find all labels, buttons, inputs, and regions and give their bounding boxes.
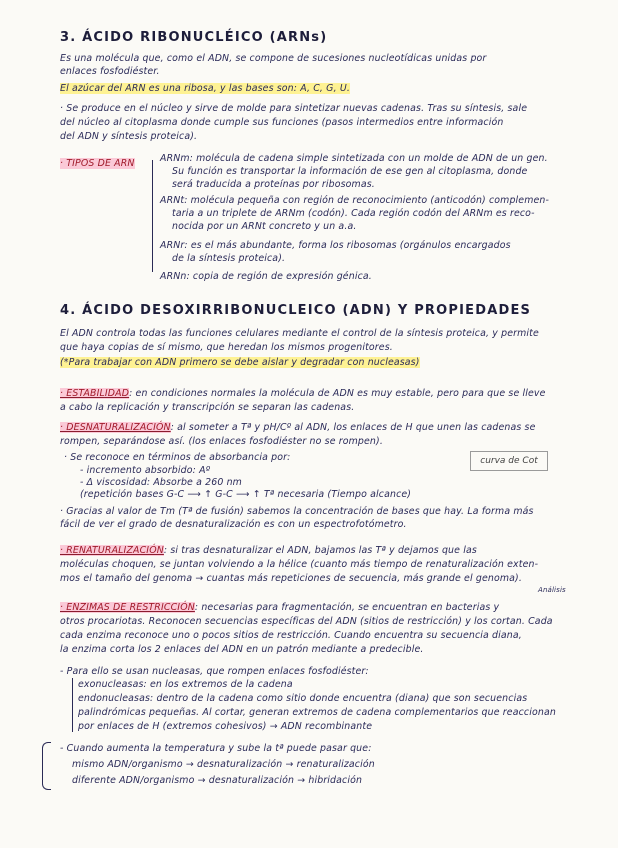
sec3-intro-line-3 <box>60 83 350 95</box>
final-line-3: diferente ADN/organismo → desnaturalización → hibridación <box>72 775 363 786</box>
arnn-line-1: ARNn: copia de región de expresión génica. <box>160 271 372 282</box>
sec4-intro-line-3-text: (*Para trabajar con ADN primero se debe aislar y degradar con nucleasas) <box>60 357 420 368</box>
enzimas-line-4: la enzima corta los 2 enlaces del ADN en un patrón mediante a predecible. <box>60 644 424 655</box>
types-bracket-line <box>152 160 153 272</box>
sec4-intro-line-3 <box>60 357 420 369</box>
final-line-2: mismo ADN/organismo → desnaturalización → renaturalización <box>72 759 375 770</box>
desnaturalizacion-line-2: rompen, separándose así. (los enlaces fosfodiéster no se rompen). <box>60 436 383 447</box>
sec3-intro-line-4: · Se produce en el núcleo y sirve de molde para sintetizar nuevas cadenas. Tras su síntesis, sale <box>60 103 528 114</box>
nucleasas-line-1: - Para ello se usan nucleasas, que rompen enlaces fosfodiéster: <box>60 666 369 677</box>
arnt-line-2: taria a un triplete de ARNm (codón). Cada región codón del ARNm es reco- <box>172 208 535 219</box>
arnm-line-1: ARNm: molécula de cadena simple sintetizada con un molde de ADN de un gen. <box>160 153 548 164</box>
final-bracket <box>42 742 51 790</box>
sec4-intro-line-2: que haya copias de sí mismo, que heredan los mismos progenitores. <box>60 342 393 353</box>
desnaturalizacion-line-4: - incremento absorbido: Aº <box>80 465 211 476</box>
sec3-intro-line-2: enlaces fosfodiéster. <box>60 66 160 77</box>
enzimas-label: · ENZIMAS DE RESTRICCIÓN <box>60 602 195 613</box>
nucleasas-line-5: por enlaces de H (extremos cohesivos) → ADN recombinante <box>78 721 373 732</box>
desnaturalizacion-line-3: · Se reconoce en términos de absorbancia por: <box>64 452 291 463</box>
final-line-1: - Cuando aumenta la temperatura y sube la tª puede pasar que: <box>60 743 372 754</box>
sec3-intro-line-6: del ADN y síntesis proteica). <box>60 131 198 142</box>
renaturalizacion-text-1: : si tras desnaturalizar el ADN, bajamos las Tª y dejamos que las <box>163 545 477 556</box>
estabilidad-text-1: : en condiciones normales la molécula de ADN es muy estable, pero para que se lleve <box>129 388 546 399</box>
nucleasas-line-4: palindrómicas pequeñas. Al cortar, generan extremos de cadena complementarios que reaccionan <box>78 707 556 718</box>
section-3-heading: 3. ÁCIDO RIBONUCLÉICO (ARNs) <box>60 30 328 45</box>
arnr-line-2: de la síntesis proteica). <box>172 253 286 264</box>
renaturalizacion-label: · RENATURALIZACIÓN <box>60 545 164 556</box>
nucleasas-line-3: endonucleasas: dentro de la cadena como sitio donde encuentra (diana) que son secuencias <box>78 693 528 704</box>
arnm-line-2: Su función es transportar la información de ese gen al citoplasma, donde <box>172 166 528 177</box>
desnaturalizacion-line-1 <box>60 422 536 434</box>
arnt-line-3: nocida por un ARNt concreto y un a.a. <box>172 221 357 232</box>
types-of-arn-label <box>60 158 135 170</box>
estabilidad-line-2: a cabo la replicación y transcripción se separan las cadenas. <box>60 402 355 413</box>
renaturalizacion-line-1 <box>60 545 477 557</box>
renaturalizacion-line-3: mos el tamaño del genoma → cuantas más repeticiones de secuencia, más grande el genoma). <box>60 573 522 584</box>
desnaturalizacion-text-1: : al someter a Tª y pH/Cº al ADN, los enlaces de H que unen las cadenas se <box>170 422 536 433</box>
enzimas-line-1 <box>60 602 499 614</box>
estabilidad-label: · ESTABILIDAD <box>60 388 130 399</box>
section-4-heading: 4. ÁCIDO DESOXIRRIBONUCLEICO (ADN) Y PROPIEDADES <box>60 303 532 318</box>
arnm-line-3: será traducida a proteínas por ribosomas. <box>172 179 375 190</box>
enzimas-text-1: : necesarias para fragmentación, se encuentran en bacterias y <box>194 602 500 613</box>
curva-cot-box: curva de Cot <box>470 451 548 471</box>
desnaturalizacion-label: · DESNATURALIZACIÓN <box>60 422 171 433</box>
tm-line-1: · Gracias al valor de Tm (Tª de fusión) sabemos la concentración de bases que hay. La forma más <box>60 506 534 517</box>
nucleasas-line-2: exonucleasas: en los extremos de la cadena <box>78 679 293 690</box>
arnt-line-1: ARNt: molécula pequeña con región de reconocimiento (anticodón) complemen- <box>160 195 550 206</box>
arnr-line-1: ARNr: es el más abundante, forma los ribosomas (orgánulos encargados <box>160 240 511 251</box>
renaturalizacion-line-2: moléculas choquen, se juntan volviendo a la hélice (cuanto más tiempo de renaturalización exten- <box>60 559 539 570</box>
desnaturalizacion-line-6: (repetición bases G-C ⟶ ↑ G-C ⟶ ↑ Tª necesaria (Tiempo alcance) <box>80 489 412 500</box>
desnaturalizacion-line-5: - Δ viscosidad: Absorbe a 260 nm <box>80 477 242 488</box>
sec3-intro-line-5: del núcleo al citoplasma donde cumple sus funciones (pasos intermedios entre información <box>60 117 504 128</box>
renaturalizacion-note: Análisis <box>538 586 566 594</box>
sec3-intro-line-3-text: El azúcar del ARN es una ribosa, y las bases son: A, C, G, U. <box>60 83 350 94</box>
enzimas-line-3: cada enzima reconoce uno o pocos sitios de restricción. Cuando encuentra su secuencia diana, <box>60 630 522 641</box>
sec4-intro-line-1: El ADN controla todas las funciones celulares mediante el control de la síntesis proteica, y permite <box>60 328 539 339</box>
types-of-arn-label-text: · TIPOS DE ARN <box>60 158 135 169</box>
estabilidad-line-1 <box>60 388 546 400</box>
nucleasas-bracket-line <box>72 678 73 732</box>
tm-line-2: fácil de ver el grado de desnaturalización es con un espectrofotómetro. <box>60 519 407 530</box>
sec3-intro-line-1: Es una molécula que, como el ADN, se compone de sucesiones nucleotídicas unidas por <box>60 53 487 64</box>
enzimas-line-2: otros procariotas. Reconocen secuencias específicas del ADN (sitios de restricción) y los cortan. Cada <box>60 616 553 627</box>
